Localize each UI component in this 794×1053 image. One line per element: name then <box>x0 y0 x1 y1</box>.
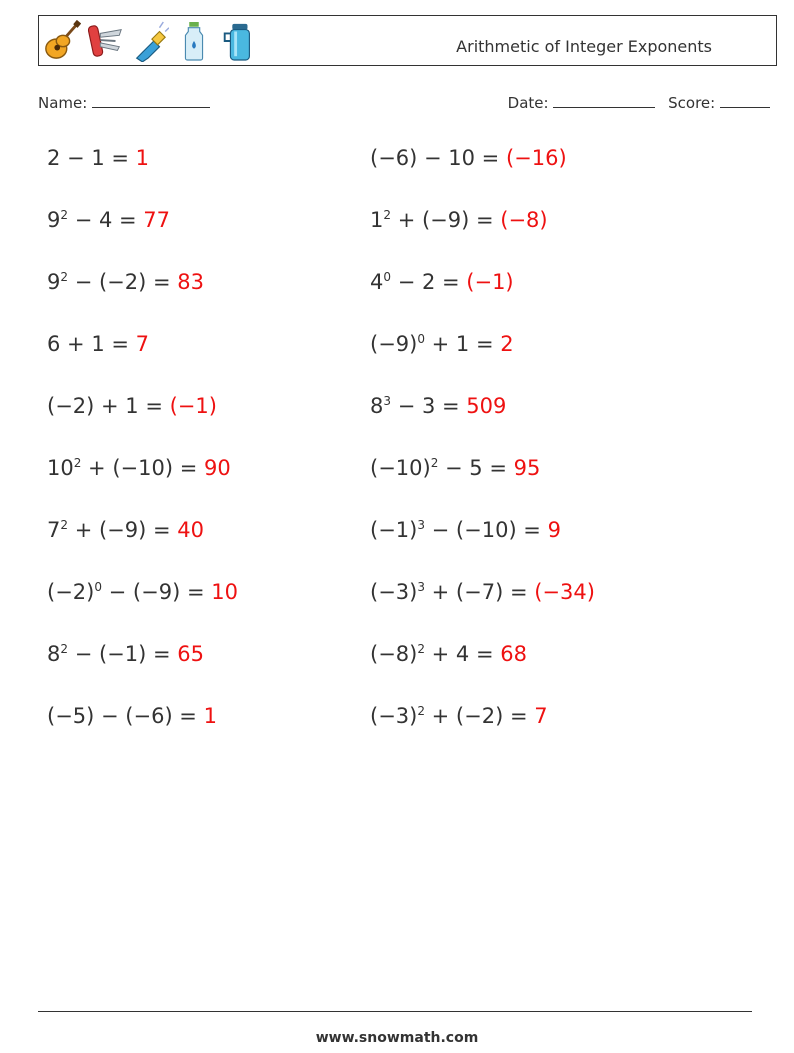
problem-base: (−10) <box>370 456 431 480</box>
problem-answer: 77 <box>143 208 171 232</box>
problem-answer: 90 <box>203 456 231 480</box>
problem-expression: + (−7) = <box>424 580 535 604</box>
problem-item <box>370 580 595 604</box>
problem-expression: − 1 = <box>60 146 136 170</box>
problem-expression: − 3 = <box>391 394 467 418</box>
problem-answer: 7 <box>135 332 150 356</box>
problem-base: 4 <box>370 270 384 294</box>
problem-item <box>47 146 149 170</box>
problem-item <box>370 456 540 480</box>
problem-answer: 2 <box>500 332 514 356</box>
problem-row <box>47 208 747 238</box>
problem-item <box>47 456 231 480</box>
problem-item <box>370 394 506 418</box>
problem-base: (−5) <box>47 704 95 728</box>
problem-base: (−2) <box>47 580 95 604</box>
problem-expression: − 4 = <box>68 208 144 232</box>
score-label: Score: <box>668 94 716 112</box>
problem-expression: − 10 = <box>417 146 506 170</box>
problem-base: (−3) <box>370 580 418 604</box>
problem-item <box>47 580 238 604</box>
problem-item <box>47 332 149 356</box>
problem-answer: 10 <box>211 580 238 604</box>
problem-expression: + 1 = <box>424 332 501 356</box>
problem-row <box>47 456 747 486</box>
name-blank[interactable] <box>92 93 210 108</box>
problem-row <box>47 394 747 424</box>
problem-base: 2 <box>47 146 61 170</box>
problem-exponent: 2 <box>60 642 69 656</box>
problem-item <box>370 518 561 542</box>
problem-exponent: 0 <box>383 270 392 284</box>
problem-answer: (−8) <box>500 208 548 232</box>
problem-answer: 1 <box>203 704 217 728</box>
problem-expression: + (−2) = <box>424 704 535 728</box>
date-blank[interactable] <box>553 93 655 108</box>
problem-expression: + 4 = <box>424 642 501 666</box>
problem-item <box>370 332 514 356</box>
problem-expression: − 2 = <box>391 270 467 294</box>
problem-item <box>370 208 548 232</box>
problem-row <box>47 146 747 176</box>
problem-exponent: 3 <box>417 580 425 594</box>
problem-answer: 65 <box>177 642 204 666</box>
water-bottle-icon <box>175 20 213 62</box>
problem-exponent: 2 <box>417 642 425 656</box>
problem-expression: + (−9) = <box>391 208 501 232</box>
problem-answer: 40 <box>177 518 204 542</box>
problem-base: (−1) <box>370 518 418 542</box>
problem-row <box>47 642 747 672</box>
footer-divider <box>38 1011 752 1012</box>
problem-exponent: 3 <box>383 394 392 408</box>
problem-base: 8 <box>47 642 61 666</box>
problem-base: 9 <box>47 270 61 294</box>
problem-exponent: 2 <box>383 208 392 222</box>
header-icons <box>43 20 257 62</box>
problem-expression: + 1 = <box>60 332 136 356</box>
problem-base: 7 <box>47 518 61 542</box>
problem-item <box>47 518 204 542</box>
problem-exponent: 2 <box>60 208 69 222</box>
problem-expression: + (−10) = <box>81 456 204 480</box>
problem-answer: (−1) <box>466 270 514 294</box>
problem-row <box>47 518 747 548</box>
problem-expression: + 1 = <box>94 394 170 418</box>
problem-row <box>47 270 747 300</box>
problem-row <box>47 580 747 610</box>
date-score-fields <box>508 93 770 112</box>
problem-base: (−9) <box>370 332 418 356</box>
date-label: Date: <box>507 94 549 112</box>
problem-exponent: 0 <box>94 580 102 594</box>
pocket-knife-icon <box>87 20 125 62</box>
problem-answer: (−1) <box>169 394 217 418</box>
problem-base: (−6) <box>370 146 418 170</box>
problem-base: 6 <box>47 332 61 356</box>
problem-item <box>47 270 204 294</box>
problem-answer: (−16) <box>505 146 567 170</box>
problem-item <box>370 270 514 294</box>
problem-answer: (−34) <box>534 580 595 604</box>
worksheet-header <box>38 15 777 66</box>
footer-url: www.snowmath.com <box>315 1030 479 1046</box>
problem-answer: 83 <box>177 270 204 294</box>
problem-expression: − (−9) = <box>101 580 212 604</box>
worksheet-title: Arithmetic of Integer Exponents <box>456 37 712 56</box>
problem-exponent: 2 <box>430 456 439 470</box>
problem-expression: + (−9) = <box>68 518 178 542</box>
problem-expression: − (−6) = <box>94 704 204 728</box>
problem-row <box>47 332 747 362</box>
problem-base: 10 <box>47 456 74 480</box>
flashlight-icon <box>131 20 169 62</box>
problem-expression: − (−2) = <box>68 270 178 294</box>
problem-exponent: 3 <box>417 518 425 532</box>
problem-item <box>370 704 548 728</box>
problem-answer: 7 <box>534 704 548 728</box>
problem-exponent: 2 <box>60 518 69 532</box>
problem-row <box>47 704 747 734</box>
problem-base: 8 <box>370 394 384 418</box>
problem-answer: 1 <box>135 146 150 170</box>
problem-answer: 509 <box>466 394 507 418</box>
guitar-icon <box>43 20 81 62</box>
problem-answer: 68 <box>500 642 527 666</box>
problem-item <box>370 642 527 666</box>
problem-base: (−2) <box>47 394 95 418</box>
name-field <box>38 93 210 112</box>
problem-expression: − (−1) = <box>68 642 178 666</box>
problem-base: 1 <box>370 208 384 232</box>
problem-base: (−8) <box>370 642 418 666</box>
problem-exponent: 2 <box>60 270 69 284</box>
problem-exponent: 2 <box>73 456 82 470</box>
problem-base: (−3) <box>370 704 418 728</box>
problem-expression: − (−10) = <box>424 518 548 542</box>
problem-item <box>47 394 217 418</box>
problem-expression: − 5 = <box>438 456 514 480</box>
problem-base: 9 <box>47 208 61 232</box>
problem-answer: 9 <box>547 518 561 542</box>
name-label: Name: <box>38 94 88 112</box>
problem-item <box>370 146 567 170</box>
problem-item <box>47 704 217 728</box>
score-blank[interactable] <box>720 93 770 108</box>
thermos-icon <box>219 20 257 62</box>
problem-exponent: 2 <box>417 704 425 718</box>
problem-item <box>47 642 204 666</box>
problem-answer: 95 <box>513 456 541 480</box>
problem-item <box>47 208 170 232</box>
problem-exponent: 0 <box>417 332 425 346</box>
